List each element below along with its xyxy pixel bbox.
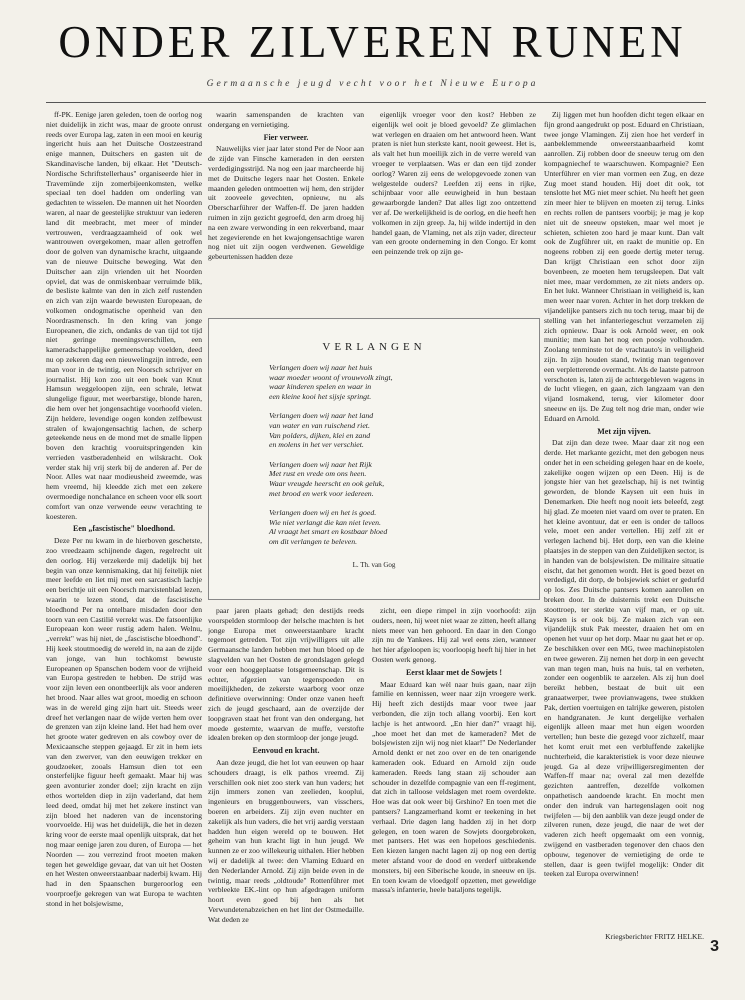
- section-heading-sowjets: Eerst klaar met de Sowjets !: [405, 667, 503, 677]
- article-text-col1b: Deze Per nu kwam in de hierboven geschetste, zoo vreedzaam schijnende dagen, regelrecht uit den oorlog. Hij verzekerde mij dadelijk bij het begin van onze kennismaking, dat hij feitelijk niet meer leefde en liet mij met een sarcastisch lachje een berichtje uit een Noorsch marxistenblad lezen, waarin te lezen stond, dat de fascistische bloedhond Per na ontelbare misdaden door den toorn van een Castilië verrekt was. De fatsoenlijke Europeaan kon weer rustig adem halen. Welnu, „verrekt" was hij niet, de „fascistische bloedhond". Hij keek stoutmoedig de wereld in, na aan de zijde van jonge, van hun tochkomst bewuste Europeanen op Spanschen bodem voor de vrijheid van Europa gestreden te hebben. De strijd was voor zijn leven een onontbeerlijk als voor anderen het brood. Naar alles wat groot, moedig en schoon was in de wereld ging zijn hart uit. Steeds weer dreef het verlangen naar de wijde verten hem over de grenzen van zijn kleine land. Het had hem over het groote water gedreven en als cowboy over de Mexicaansche steppen gejaagd. Er zit in hem iets van den zwerver, van den eeuwigen trekker en goudzoeker, zooals Hamsun dien tot een onsterfelijke figuur heeft gemaakt. Maar hij was geen avonturier zonder doel; zijn kracht en zijn ethos wortelden diep in zijn vaderland, dat hem leed deed, omdat hij met het zekere instinct van zijn bloed het naderen van de incenstoring voorvoelde. Hij was het duidelijk, die het in dezen kring voor de eerste maal openlijk uitsprak, dat het nog maar eenige jaren zou duren, of Europa — het Noorden — zou verrezind froot moeten maken tegen het geweldige gevaar, dat van uit het Oosten en het Westen onweerstaanbaar naderbij kwam. Hij had in den Spaanschen burgeroorlog een voorproefje gekregen van wat Europa te wachten stond in het bolsjewisme,: [46, 536, 202, 908]
- poem-line: Van polders, dijken, klei en zand: [269, 430, 371, 440]
- article-text-col4a: Zij liggen met hun hoofden dicht tegen elkaar en fijn grond aangedrukt op post. Eduard en Christiaan, twee jonge Vlamingen. Zij zien hoe het verderf in aanbeklemmende onweerstaanbaarheid komt aanrollen. Zij robben door de sneeuw terug om den kompagniechef te waarschuwen. Kompagnie? Een Unterführer en vier man vormen een Zug, en deze Zug moet stand houden. Hij doet dit ook, tot tenslotte het MG niet meer schiet. Nu heeft het geen zin meer hier te blijven en moeten zij terug. Links en rechts rollen de pantsers voorbij; je mag je kop niet uit de sneeuw opsteken, maar wel moet je schieten, schieten zoo hard je maar kunt. Dan valt ook de Zugführer uit, en raakt de munitie op. En nogeens robben zij een goede dertig meter terug. Dan krijgt Christiaan een schot door zijn bovenbeen, ze moeten hem terugsleepen. Dat valt niet mee, maar verdommen, ze zit niets anders op. En het lukt. Wanneer Christiaan in veiligheid is, kan men weer naar voren. Achter in het dorp trekken de vijandelijke pantsers zich nu toch terug, maar bij de stelling van het infanteriegeschut verzamelen zij zich opnieuw. Daar is ook Arnold weer, en ook munitie; men kan het nog een poosje volhouden. Zoolang tenminste tot de vrachtauto's in veiligheid zijn. In zijn houden stand, twintig man tegenover een verpletterende overmacht. Als de laatste patroon verschoten is, laten zij de achtergebleven wagens in de lucht vliegen, en gaan, zich langzaam van den vijand losmakend, terug, vier kilometer door sneeuw en ijs. De Zug telt nog drie man, onder wie Eduard en Arnold.: [544, 110, 704, 423]
- page-subtitle: Germaansche jeugd vecht voor het Nieuwe Europa: [206, 79, 539, 89]
- poem-line: waar kinderen spelen en waar in: [269, 382, 372, 392]
- column-2-bottom: [208, 606, 364, 946]
- article-text-col2c: paar jaren plaats gehad; den destijds reeds voorspelden stormloop der helsche machten is het jonge Europa met onweerstaanbare kracht tegemoet getreden. Tot zijn vrijwilligers uit alle Germaansche landen hebben met hun bloed op de slagvelden van het Oosten de grondslagen gelegd voor een hooggeplaatse lotsgemeenschap. Dit is echter, afgezien van tegenspoeden en moeilijkheden, de zekerste waarborg voor onze definitieve overwinning: Onder onze vanen heeft zich de jeugd geschaard, aan de overzijde der loopgraven staat het front van den ondergang, het moede gesternte, waarvan de muffe, verstofte idealen breken op den stormloop der jonge jeugd.: [208, 606, 364, 743]
- poem-line: met brood en werk voor iedereen.: [269, 488, 374, 498]
- poem-line: een kleine kooi het sijsje springt.: [269, 391, 372, 401]
- article-text-col2d: Aan deze jeugd, die het lot van eeuwen op haar schouders draagt, is elk pathos vreemd. Zij verschillen ook niet zoo sterk van hun vaders; het zijn immers zonen van zeelieden, kooplui, ingenieurs en bruggenbouwers, van visschers, boeren en arbeiders. Zij zijn even nuchter en zakelijk als hun vaders, die het vrij aardig verstaan hadden hun eigen wereld op te bouwen. Het geheim van hun kracht ligt in hun jeugd. We kunnen ze er zoo willekeurig uithalen. Hier hebben wij er dadelijk al twee: den Vlaming Eduard en den Nederlander Arnold. Zij zijn beide even in de twintig, maar reeds „oldtoude" Rottenführer met verbleekte EK.-lint op hun afgedragen uniform hoort even goed bij hen als het Verwundetenabzeichen en het lint der Ostmedaille. Wat deden ze: [208, 757, 364, 924]
- poem-line: Verlangen doen wij naar het land: [269, 411, 374, 421]
- poem-stanza: [269, 363, 539, 401]
- poem-stanza: [269, 508, 539, 546]
- section-heading-eenvoud: Eenvoud en kracht.: [252, 746, 320, 756]
- poem-line: Waar vreugde heerscht en ook geluk,: [269, 478, 385, 488]
- poem-line: om dit verlangen te beleven.: [269, 536, 358, 546]
- poem-line: Verlangen doen wij naar het huis: [269, 363, 373, 372]
- poem-line: Wie niet verlangt die kan niet leven.: [269, 517, 381, 527]
- poem-line: Verlangen doen wij en het is goed.: [269, 508, 377, 518]
- section-heading-verweer: Fier verweer.: [263, 132, 309, 142]
- section-heading-vijven: Met zijn vijven.: [597, 426, 651, 436]
- column-3-top: [372, 110, 536, 310]
- poem-box: [208, 318, 540, 600]
- column-4: [544, 110, 704, 932]
- article-text-col3b: zicht, een diepe rimpel in zijn voorhoofd: zijn ouders, neen, hij weet niet waar ze zitten, heeft allang niets meer van hen gehoord. En daar in den Congo zijn nu de Yankees. Hij zal wel eens zien, wanneer het hier afgeloopen is; voorloopig heeft hij hier in het Oosten werk genoeg.: [372, 606, 536, 664]
- column-1: [46, 110, 202, 945]
- column-3-bottom: [372, 606, 536, 946]
- poem-stanza: [269, 460, 539, 498]
- poem-line: van water en van ruischend riet.: [269, 420, 370, 430]
- article-text-col2b: Nauwelijks vier jaar later stond Per de Noor aan de zijde van Finsche kameraden in den eersten verdedigingsstrijd. Na nog een jaar marcheerde hij met de Duitsche legers naar het Oosten. Enkele maanden geleden ontmoetten wij hem, den strijder uit zooveele gevechten, opnieuw, nu als Oberscharführer der Waffen-ff. De jaren hadden ruimen in zijn gezicht gegroefd, den arm droeg hij na een zware verwonding in een rekverband, maar het zegevierende en het kwajongensachtige waren nog niet uit zijn oogen verdwenen. Geweldige gebeurtenissen hadden deze: [208, 144, 364, 262]
- poem-line: en molens in het ver verschiet.: [269, 440, 364, 450]
- author-signature: Kriegsberichter FRITZ HELKE.: [605, 932, 704, 941]
- section-heading-bloedhond: Een „fascistische" bloedhond.: [72, 524, 175, 534]
- article-text-col2a: waarin samenspanden de krachten van ondergang en vernietiging.: [208, 110, 364, 129]
- poem-line: Verlangen doen wij naar het Rijk: [269, 459, 372, 469]
- poem-title: VERLANGEN: [322, 341, 426, 353]
- article-text-col3c: Maar Eduard kan wèl naar huis gaan, naar zijn familie en kennissen, weer naar zijn vroegere werk. Hij heeft zich destijds maar voor twee jaar verbonden, die zijn toch allang voorbij. Een kort lachje is het antwoord. „En hier dan?" vraagt hij, „hoe moet het dan met de kameraden? Met de bolsjewisten zijn wij nog niet klaar!" De Nederlander Arnold denkt er net zoo over en de ten onarigende kameraden ook. Eduard en Arnold zijn oude kameraden. Reeds lang staan zij schouder aan schouder in dezelfde compagnie van een ff-regiment, dat zich in talloose veldslagen met roem overdekte. Hoe was dat ook weer bij Grshino? En toen met die pantsers? Langzamerhand komt er teekening in het verhaal. Drie dagen lang hadden zij in het dorp gelegen, en toen waren de Sowjets doorgebroken, met pantsers. Het was een hopeloos geschiedenis. Een kiezen langen nacht lagen zij op nog een dertig meter afstand voor de dood en verderf uitbrakende monsters, bij een Siberische koude, in sneeuw en ijs. En toen kwam de vloedgolf opzetten, met geweldige massa's infanterie, heele bataljons tegelijk.: [372, 679, 536, 895]
- poem-line: Al vraagt het smart en kostbaar bloed: [269, 527, 388, 537]
- page-title: ONDER ZILVEREN RUNEN: [58, 17, 687, 67]
- page-number: 3: [710, 938, 719, 955]
- poem-line: waar moeder woont of vrouwvolk zingt,: [269, 372, 393, 382]
- poem-author: L. Th. van Gog: [352, 560, 396, 569]
- article-text-col4b: Dat zijn dan deze twee. Maar daar zit nog een derde. Het markante gezicht, met den gebogen neus onder het in een scheiding gelegen haar en de koele, zakelijke oogen wijzen op een Deen. Hij is de jongste hier van het gezelschap, hij is net twintig geworden, de blonde Kaysen uit een huis in Denemarken. Die heeft nog nooit iets beleefd, zegt hij glad. Ze moeten niet vaard om over te praten. En het kleine avontuur, dat er een is onder de talloos vele, moet een ander vertellen. Hij zelf zit er verlegen lachend bij. Het dorp, een van die kleine plaatsjes in de steppen van den Zuidelijken sector, is in handen van de bolsjewisten. De militaire situatie eischt, dat het genomen wordt. Het is goed bezet en verdedigd, dit dorp, de bolsjewiek schiet er gedurfd op los. Zes Duitsche pantsers komen aanrollen en breken door. In de duisternis trekt een Duitsche stoottroep, ter sterkte van vijf man, er op uit. Kaysen is er ook bij. Ze maken zich van een vijandelijk stuk Pak meester, draaien het om en openen het vuur op het dorp. Maar nu gaat het er op. Ze beschikken over een MG, twee machinepistolen en twee geweren. Zij nemen het dorp in een gevecht van man tegen man, huis na huis, tal en verheten, zonder een oogenblik te aarzelen. Als zij hun doel bereikt hebben, bestaat de buit uit een granaatwerper, twee provianwagens, twee stukken Pak, dertien voertuigen en talrijke geweren, pistolen en handgranaten. Je kunt dergelijke verhalen eigenlijk alleen maar met hun eigen woorden vertellen; hun beste die gezegd voor zichzelf, maar het komt eruit met een verbluffende zakelijke nuchterheid, die karakteristiek is voor deze nieuwe jeugd. Ga al deze vrijwilligersregimenten der Waffen-ff maar na; overal zal men dezelfde gezichten aantreffen, dezelfde volkomen onpathetisch aandoende kracht. En mocht men onder den indruk van hartegenslagen ooit nog twijfelen — bij den aanblik van deze jeugd onder de zilveren runen, deze jeugd, die naar de wet der vaderen zich heeft opgemaakt om een vonnig, zwijgend en vastberaden tegenover den chaos den opbouw, tegenover de vernietiging de orde te stellen, daar is geen twijfel mogelijk: Onder dit teeken zal Europa overwinnen!: [544, 438, 704, 879]
- article-intro-text: ff-PK. Eenige jaren geleden, toen de oorlog nog niet duidelijk in zicht was, maar de groote onrust reeds over Europa lag, zaten in een mooi en keurig ingericht huis aan het Duitsche Oostzeestrand enige mannen, Duitschers en gasten uit de Skandinavische landen, bij elkaar. Het "Deutsch-Nordische Schriftstellerhaus" organiseerde hier in Travemünde zijn zomerbijeenkomsten, welke speciaal ten doel hadden om onderling van gedachten te wisselen. De mannen uit het Noorden waren, al naar de geestelijke struktuur van iederen land dit meebracht, met meer of minder vertrouwen, verdraagzaamheid of ook wel wantrouwen overgekomen, maar allen getroffen door de golven van dynamische kracht, uitgaande van de nieuwe Duitsche beweging. Wat den Duitscher aan zijn vrienden uit het Noorden opviel, dat was de onmiskenbaar verruimde blik, de besliste kalmte van den in zich zelf rustenden en zich van zijn waarde bewusten Europeaan, de volkomen ondogmatische openheid van den Noordrasmensch. In den kring van jonge Europeanen, die zich, ondanks de van tijd tot tijd niet geringe meeningsverschillen, een kameradschappelijke gemeenschap voelden, deed nu op zekeren dag een nieuwelingzijn intrede, een man voor in de twintig, een Noorsch schrijver en journalist. Hij kon zoo uit een boek van Knut Hamsun weggeloopen zijn, een schrale, letwat slungelige figuur, met weerbarstige, blonde haren, die hem over het jongensachtige voorhoofd vielen. Zijn heldere, levendige oogen konden zelfbewust stralen of kwajongensachtig lachen, de scherp geteekende neus en de mond met de smalle lippen boven den krachtig vooruitspringenden kin verrieden vastberadenheid en wilskracht. Ook verder stak hij vrij sterk bij de anderen af. Per de Noor. Alles wat naar modieusheid zweemde, was hem vreemd, hij kleedde zich met een zekere overmoedige nonchalance en scheen voor elk soort comfort van onze verwende eeuw verachting te koesteren.: [46, 110, 202, 521]
- poem-line: Met rust en vrede om ons heen.: [269, 469, 367, 479]
- column-2-top: [208, 110, 364, 310]
- poem-stanza: [269, 411, 539, 449]
- header-rule: [46, 102, 706, 103]
- article-text-col3a: eigenlijk vroeger voor den kost? Hebben ze eigenlijk wel ooit je bloed gevoeld? Ze glimlachen wat verlegen en draaien om het antwoord heen. Want praten is niet hun sterkste kant, nooit geweest. Het is, als valt het hun moeilijk zich in de verre wereld van vroeger te verplaatsen. Was er dan een tijd zonder oorlog? Waren zij eens de welopgevoede zonen van welgestelde ouders? Leefden zij eens in rijke, schijnbaar voor alle eeuwigheid in hun bestaan gewaarborgde landen? Dat alles ligt zoo ontzettend ver af. De werkelijkheid is de oorlog, en die heeft hen volkomen in zijn greep. Ja, hij wilde indertijd in den handel gaan, de Vlaming, net als zijn vader, directeur van een groote onderneming in den Congo. Er komt een peinzende trek op zijn ge-: [372, 110, 536, 257]
